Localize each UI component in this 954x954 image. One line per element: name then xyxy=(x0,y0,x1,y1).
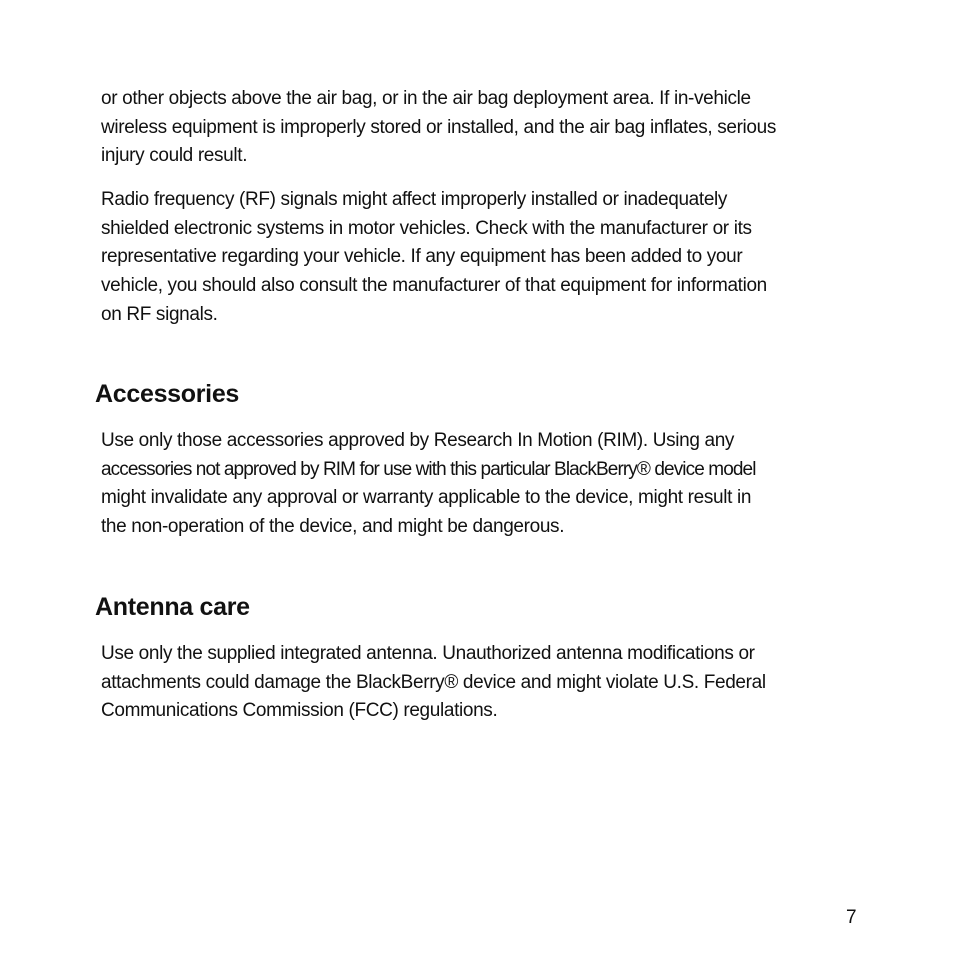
paragraph-line: the non-operation of the device, and might be dangerous. xyxy=(101,516,565,538)
antenna-care-heading: Antenna care xyxy=(95,593,250,621)
paragraph-line: wireless equipment is improperly stored or installed, and the air bag inflates, serious xyxy=(101,116,777,138)
paragraph-line: attachments could damage the BlackBerry® device and might violate U.S. Federal xyxy=(101,671,766,693)
page-number: 7 xyxy=(846,907,857,928)
paragraph-line: Communications Commission (FCC) regulations. xyxy=(101,700,498,722)
paragraph-line: Use only the supplied integrated antenna. Unauthorized antenna modifications or xyxy=(101,643,755,664)
paragraph-line: vehicle, you should also consult the manufacturer of that equipment for information xyxy=(101,275,767,297)
antenna-care-paragraph xyxy=(101,640,871,726)
airbag-paragraph xyxy=(101,85,871,171)
rf-signals-paragraph xyxy=(101,186,871,330)
paragraph-line: representative regarding your vehicle. If any equipment has been added to your xyxy=(101,246,743,268)
paragraph-line: Use only those accessories approved by Research In Motion (RIM). Using any xyxy=(101,430,735,451)
paragraph-line: on RF signals. xyxy=(101,303,218,325)
accessories-heading: Accessories xyxy=(95,380,240,408)
paragraph-line: injury could result. xyxy=(101,145,248,167)
paragraph-line: or other objects above the air bag, or in the air bag deployment area. If in-vehicle xyxy=(101,88,751,109)
paragraph-line: shielded electronic systems in motor vehicles. Check with the manufacturer or its xyxy=(101,217,752,239)
paragraph-line: might invalidate any approval or warranty applicable to the device, might result in xyxy=(101,487,752,509)
paragraph-line: accessories not approved by RIM for use with this particular BlackBerry® device model xyxy=(101,458,756,480)
accessories-paragraph xyxy=(101,427,871,542)
paragraph-line: Radio frequency (RF) signals might affect improperly installed or inadequately xyxy=(101,189,728,210)
